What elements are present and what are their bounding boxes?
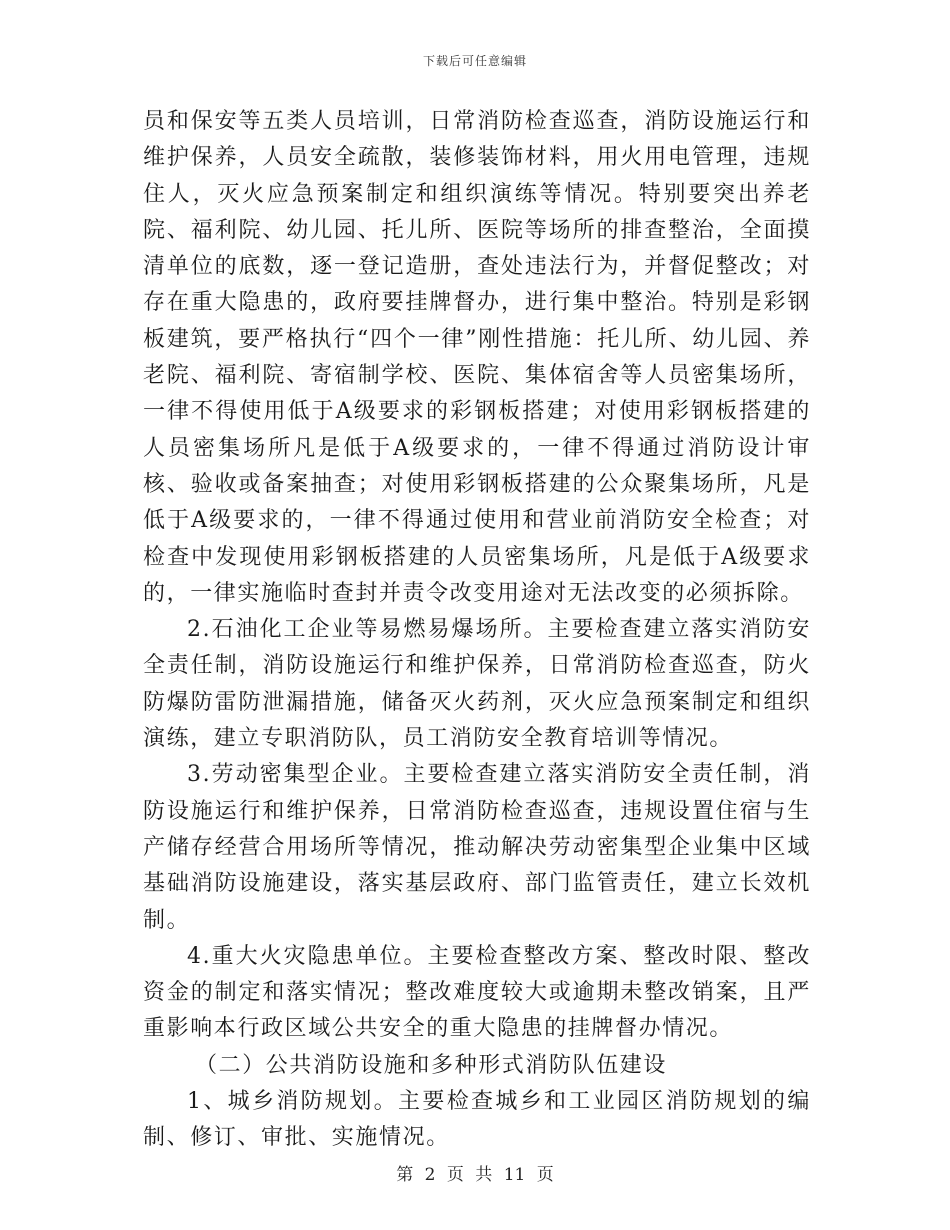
page-number-footer: 第 2 页 共 11 页 [396,1165,554,1185]
paragraph-continuation: 员和保安等五类人员培训，日常消防检查巡查，消防设施运行和维护保养，人员安全疏散，装修装饰材料，用火用电管理，违规住人，灭火应急预案制定和组织演练等情况。特别要突出养老院、福利院、幼儿园、托儿所、医院等场所的排查整治，全面摸清单位的底数，逐一登记造册，查处违法行为，并督促整改；对存在重大隐患的，政府要挂牌督办，进行集中整治。特别是彩钢板建筑，要严格执行“四个一律”刚性措施：托儿所、幼儿园、养老院、福利院、寄宿制学校、医院、集体宿舍等人员密集场所，一律不得使用低于A级要求的彩钢板搭建；对使用彩钢板搭建的人员密集场所凡是低于A级要求的，一律不得通过消防设计审核、验收或备案抽查；对使用彩钢板搭建的公众聚集场所，凡是低于A级要求的，一律不得通过使用和营业前消防安全检查；对检查中发现使用彩钢板搭建的人员密集场所，凡是低于A级要求的，一律实施临时查封并责令改变用途对无法改变的必须拆除。 [143,109,811,606]
paragraph-item-2: 2.石油化工企业等易燃易爆场所。主要检查建立落实消防安全责任制，消防设施运行和维护保养，日常消防检查巡查，防火防爆防雷防泄漏措施，储备灭火药剂，灭火应急预案制定和组织演练，建立专职消防队，员工消防安全教育培训等情况。 [143,617,811,752]
section-heading: （二）公共消防设施和多种形式消防队伍建设 [195,1052,668,1078]
paragraph-subitem-1: 1、城乡消防规划。主要检查城乡和工业园区消防规划的编制、修订、审批、实施情况。 [143,1089,811,1151]
document-body [143,104,811,1157]
page-header-note: 下载后可任意编辑 [422,54,527,68]
paragraph-item-3: 3.劳动密集型企业。主要检查建立落实消防安全责任制，消防设施运行和维护保养，日常消防检查巡查，违规设置住宿与生产储存经营合用场所等情况，推动解决劳动密集型企业集中区域基础消防设施建设，落实基层政府、部门监管责任，建立长效机制。 [143,762,811,933]
paragraph-item-4: 4.重大火灾隐患单位。主要检查整改方案、整改时限、整改资金的制定和落实情况；整改难度较大或逾期未整改销案，且严重影响本行政区域公共安全的重大隐患的挂牌督办情况。 [143,943,811,1042]
